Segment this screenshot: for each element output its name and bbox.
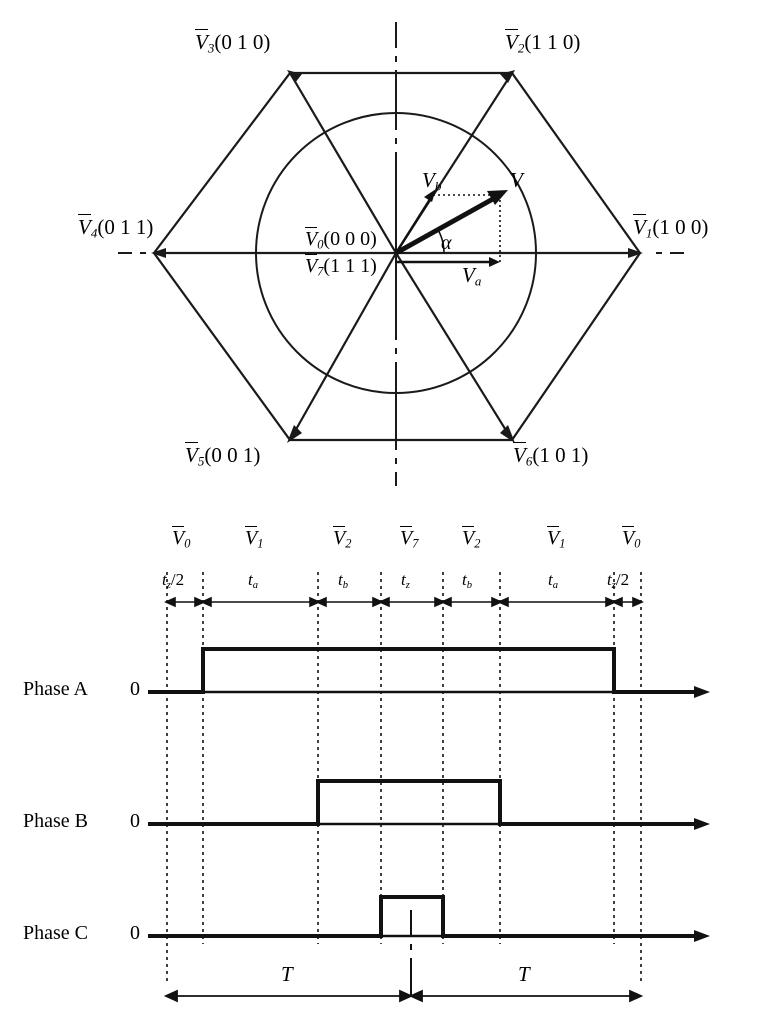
seq-label-2: $V_2$ (333, 527, 352, 551)
va-arrow (396, 257, 500, 267)
interval-label-4: $t_b$ (462, 570, 472, 591)
phase-a-zero: 0 (130, 678, 140, 700)
timing-gridlines (167, 572, 641, 984)
interval-label-5: $t_a$ (548, 570, 558, 591)
seq-label-5: $V_1$ (547, 527, 566, 551)
phase-a-label: Phase A (23, 678, 88, 700)
phase-b-waveform (148, 781, 710, 830)
interval-label-1: $t_a$ (248, 570, 258, 591)
phase-c-waveform (148, 897, 710, 942)
label-v4: $V_4(0$ 1 1) (78, 215, 154, 241)
seq-label-0: $V_0$ (172, 527, 191, 551)
period-label-1: T (281, 962, 293, 986)
phase-b-label: Phase B (23, 810, 88, 832)
label-vb: $V_b$ (422, 168, 442, 194)
label-v7: $V_7(1$ 1 1) (305, 255, 377, 279)
hexagon-diagram (0, 0, 767, 500)
interval-label-3: $t_z$ (401, 570, 410, 591)
period-label-2: T (518, 962, 530, 986)
label-v1: $V_1(1$ 0 0) (633, 215, 709, 241)
label-v5: $V_5(0$ 0 1) (185, 443, 261, 469)
timing-diagram (0, 504, 767, 1024)
interval-arrow-row (166, 598, 642, 606)
label-va: $V_a$ (462, 263, 482, 289)
seq-label-3: $V_7$ (400, 527, 419, 551)
label-v0: $V_0(0$ 0 0) (305, 228, 377, 252)
label-v6: $V_6(1$ 0 1) (513, 443, 589, 469)
reference-vector (396, 190, 508, 253)
seq-label-6: $V_0$ (622, 527, 641, 551)
phase-a-waveform (148, 649, 710, 698)
interval-label-0: $t_z/2$ (162, 570, 185, 591)
phase-c-zero: 0 (130, 922, 140, 944)
seq-label-4: $V_2$ (462, 527, 481, 551)
seq-label-1: $V_1$ (245, 527, 264, 551)
interval-label-6: $t_z/2$ (607, 570, 630, 591)
phase-c-label: Phase C (23, 922, 88, 944)
period-arrow-row (166, 991, 641, 1001)
label-v2: $V_2(1$ 1 0) (505, 30, 581, 56)
label-v-reference: V (510, 168, 523, 192)
interval-label-2: $t_b$ (338, 570, 348, 591)
label-v3: $V_3(0$ 1 0) (195, 30, 271, 56)
label-alpha: α (441, 232, 452, 254)
phase-b-zero: 0 (130, 810, 140, 832)
